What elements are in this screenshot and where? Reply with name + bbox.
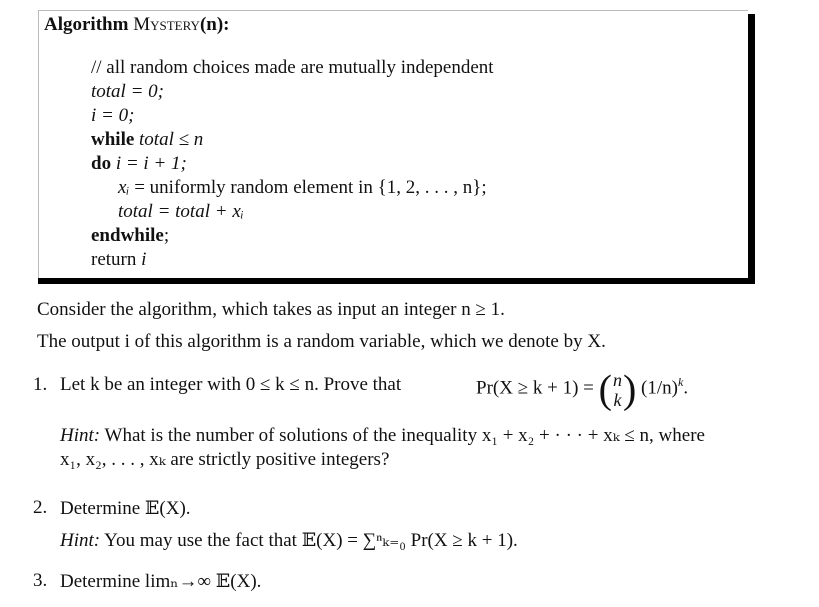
algorithm-name: Mystery	[133, 14, 200, 35]
question-2-hint	[60, 529, 518, 552]
question-2-hint-text: You may use the fact that 𝔼(X) = ∑ⁿₖ₌₀ Pr(X ≥ k + 1).	[104, 530, 518, 551]
binom-bottom: k	[613, 389, 622, 410]
binom-top: n	[612, 369, 622, 390]
algorithm-box-right-shadow	[748, 14, 755, 284]
do-keyword: do	[91, 153, 112, 174]
endwhile-keyword: endwhile	[91, 225, 164, 246]
question-1-hint-label: Hint:	[60, 425, 101, 446]
algorithm-while-line	[91, 129, 203, 151]
algorithm-param: (n):	[199, 14, 230, 35]
algorithm-header	[44, 14, 230, 36]
question-1-text: Let k be an integer with 0 ≤ k ≤ n. Prove that	[60, 374, 402, 395]
xi-assignment: = uniformly random element in {1, 2, . . . , n};	[134, 177, 487, 198]
return-variable: i	[141, 249, 147, 270]
question-3-number: 3.	[33, 570, 48, 591]
intro-line-2: The output i of this algorithm is a random variable, which we denote by X.	[37, 331, 606, 352]
algorithm-endwhile-line	[91, 225, 169, 247]
while-keyword: while	[91, 129, 135, 150]
intro-line-1: Consider the algorithm, which takes as input an integer n ≥ 1.	[37, 299, 505, 320]
algorithm-init-i: i = 0;	[91, 105, 135, 126]
question-2-number: 2.	[33, 497, 48, 518]
question-2-hint-label: Hint:	[60, 530, 101, 551]
algorithm-box-bottom-shadow	[38, 278, 755, 284]
algorithm-box-top-border	[38, 10, 748, 11]
algorithm-comment: // all random choices made are mutually independent	[91, 57, 494, 78]
xi-variable: xᵢ	[118, 177, 130, 198]
endwhile-semicolon: ;	[163, 225, 170, 246]
algorithm-box-left-border	[38, 10, 39, 278]
formula-exponent: k	[677, 375, 684, 389]
question-1-formula	[476, 356, 689, 412]
algorithm-xi-line	[118, 177, 487, 199]
algorithm-keyword: Algorithm	[44, 14, 129, 35]
do-statement: i = i + 1;	[115, 153, 187, 174]
question-1-hint-line-1	[60, 424, 705, 447]
while-condition: total ≤ n	[139, 129, 204, 150]
binomial-coefficient: (n k)	[598, 366, 637, 412]
formula-end: .	[683, 377, 689, 399]
return-keyword: return	[91, 249, 137, 270]
question-1-hint-line-2: x₁, x₂, . . . , xₖ are strictly positive integers?	[60, 449, 390, 470]
algorithm-init-total: total = 0;	[91, 81, 164, 102]
question-1-hint-text: What is the number of solutions of the inequality x₁ + x₂ + · · · + xₖ ≤ n, where	[104, 425, 705, 446]
question-2-text: Determine 𝔼(X).	[60, 498, 191, 519]
algorithm-do-line	[91, 153, 187, 175]
algorithm-return-line	[91, 249, 146, 271]
question-1-number: 1.	[33, 374, 48, 395]
formula-rhs: (1/n)	[641, 377, 678, 399]
question-3-text: Determine limₙ→∞ 𝔼(X).	[60, 571, 262, 592]
formula-lhs: Pr(X ≥ k + 1) =	[476, 377, 594, 399]
algorithm-total-update: total = total + xᵢ	[118, 201, 244, 222]
